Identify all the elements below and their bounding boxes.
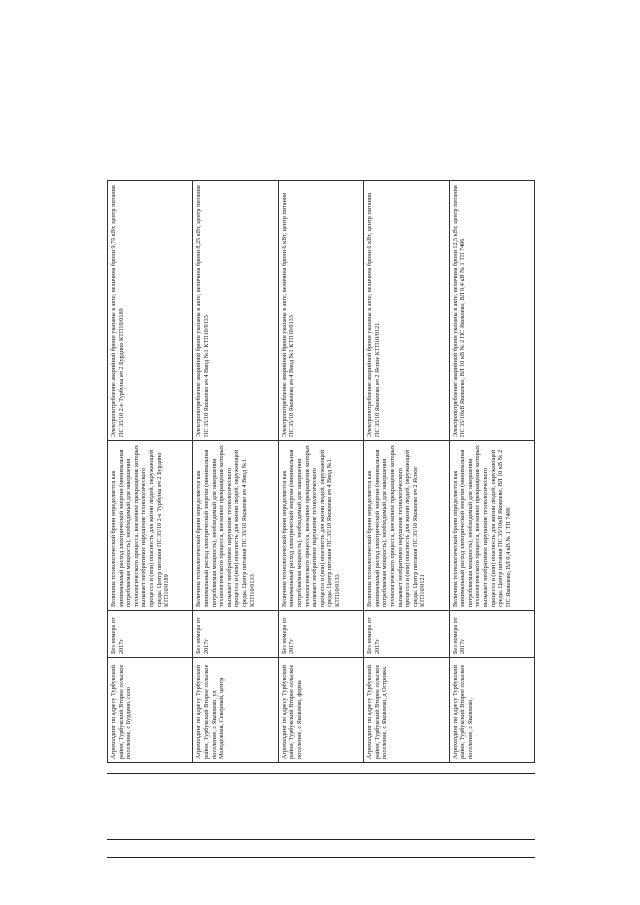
table-row — [108, 181, 193, 763]
emergency-armor-cell: Электропотребление аварийной брони указаны в акте, величина брони 6 кВт, центр питания ПС 35/10 Яковлево яч 4 Ввод №1 КТП10/0133 — [278, 181, 363, 441]
object-address-cell: Агрохолдинг по адресу Турбукский район, Турбукский Второе сельское поселение, с Яковлево, ул Молодежная, Северный, центр — [193, 658, 278, 763]
emergency-armor-cell: Электропотребление аварийной брони указаны в акте, величина брони 8,25 кВт, центр питания ПС 35/10 Яковлево яч 4 Ввод №1 КТП10/0133 — [193, 181, 278, 441]
emergency-armor-cell: Электропотребление аварийной брони указаны в акте, величина брони 9,75 кВт, центр питания ПС 35/10 2-е Турбуны яч 2 Бурдино КТП10/0189 — [108, 181, 193, 441]
divider-line — [107, 839, 535, 840]
object-address-cell: Агрохолдинг по адресу Турбукский район, Турбукский Второе сельское поселение, с Яковлево, — [449, 658, 534, 763]
act-number-cell: Без номера от 2017г — [364, 611, 449, 658]
rotated-table-container — [107, 181, 535, 763]
divider-line — [107, 773, 535, 774]
table-row — [278, 181, 363, 763]
technological-armor-cell: Величина технологической брони определяется как минимальный расход электрической энергии (минимальная потребляемая мощность), необходимый для завершения технологического процесса, внезапное прекращение которых вызывает необратимое нарушение технологического процесса и (или) опасность для жизни людей, окружающей среды. Центр питания ПС 35/10кВ Яковлево, ВЛ 10 кВ № 2 ПС Яковлево, ВЛ 0,4 кВ № 1 ТП 7406 — [449, 441, 534, 611]
technological-armor-cell: Величина технологической брони определяется как минимальный расход электрической энергии (минимальная потребляемая мощность), необходимый для завершения технологического процесса, внезапное прекращение которых вызывает необратимое нарушение технологического процесса и (или) опасность для жизни людей, окружающей среды. Центр питания ПС 35/10 Яковлево яч 4 Ввод №1 КТП10/0133 — [193, 441, 278, 611]
technological-armor-cell: Величина технологической брони определяется как минимальный расход электрической энергии (минимальная потребляемая мощность), необходимый для завершения технологического процесса, внезапное прекращение которых вызывает необратимое нарушение технологического процесса и (или) опасность для жизни людей, окружающей среды. Центр питания ПС 35/10 2-е Турбуны яч 2 Бурдино КТП10/0189 — [108, 441, 193, 611]
table-row — [364, 181, 449, 763]
act-number-cell: Без номера от 2017г — [278, 611, 363, 658]
act-number-cell: Без номера от 2017г — [449, 611, 534, 658]
object-address-cell: Агрохолдинг по адресу Турбукский район, Турбукский Второе сельское поселение, с Яковлево, ферма — [278, 658, 363, 763]
technological-armor-cell: Величина технологической брони определяется как минимальный расход электрической энергии (минимальная потребляемая мощность), необходимый для завершения технологического процесса, внезапное прекращение которых вызывает необратимое нарушение технологического процесса и (или) опасность для жизни людей, окружающей среды. Центр питания ПС 35/10 Яковлево яч 2 Ясное КТП10/0121 — [364, 441, 449, 611]
act-number-cell: Без номера от 2017г — [108, 611, 193, 658]
emergency-armor-cell: Электропотребление аварийной брони указаны в акте, величина брони 6 кВт, центр питания ПС 35/10 Яковлево яч 2 Ясное КТП10/0121 — [364, 181, 449, 441]
act-number-cell: Без номера от 2017г — [193, 611, 278, 658]
table-row — [193, 181, 278, 763]
table-row — [449, 181, 534, 763]
armor-table — [107, 180, 535, 763]
object-address-cell: Агрохолдинг по адресу Турбукский район, Турбукский Второе сельское поселение, с Яковлево, д Островка — [364, 658, 449, 763]
emergency-armor-cell: Электропотребление аварийной брони указаны в акте, величина брони 12,5 кВт, центр питания ПС 35/10кВ Яковлево, ВЛ 10 кВ № 2 ПС Яковлево, ВЛ 0,4 кВ № 1 ТП 7406 — [449, 181, 534, 441]
divider-line — [107, 857, 535, 858]
object-address-cell: Агрохолдинг по адресу Турбукский район, Турбукский Второе сельское поселение, с Бурдино, село — [108, 658, 193, 763]
technological-armor-cell: Величина технологической брони определяется как минимальный расход электрической энергии (минимальная потребляемая мощность), необходимый для завершения технологического процесса, внезапное прекращение которых вызывает необратимое нарушение технологического процесса и (или) опасность для жизни людей, окружающей среды. Центр питания ПС 35/10 Яковлево яч 4 Ввод №1 КТП10/0133 — [278, 441, 363, 611]
